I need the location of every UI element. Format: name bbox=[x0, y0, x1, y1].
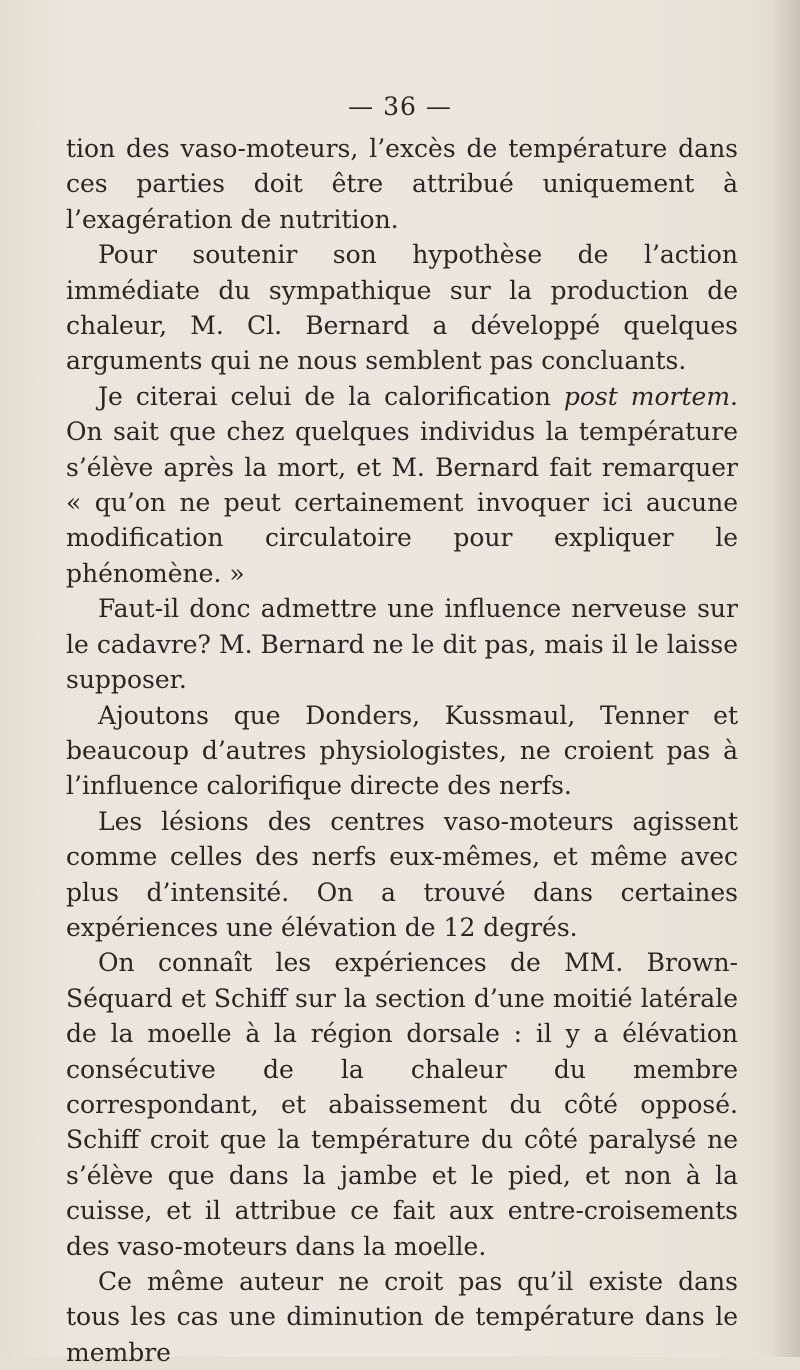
italic-phrase: post mortem bbox=[563, 381, 731, 411]
paragraph-3 bbox=[66, 379, 738, 591]
paragraph-3-text-start: Je citerai celui de la calorification bbox=[98, 381, 564, 411]
paragraph-4: Faut-il donc admettre une influence nerveuse sur le cadavre? M. Bernard ne le dit pas, mais il le laisse supposer. bbox=[66, 594, 738, 695]
paragraph-5: Ajoutons que Donders, Kussmaul, Tenner et beaucoup d’autres physiologistes, ne croient pas à l’influence calorifique directe des nerfs. bbox=[66, 700, 738, 801]
paragraph-6: Les lésions des centres vaso-moteurs agissent comme celles des nerfs eux-mêmes, et même avec plus d’intensité. On a trouvé dans certaines expériences une élévation de 12 degrés. bbox=[66, 806, 738, 942]
paragraph-2: Pour soutenir son hypothèse de l’action immédiate du sympathique sur la production de chaleur, M. Cl. Bernard a développé quelques arguments qui ne nous semblent pas concluants. bbox=[66, 240, 738, 376]
paragraph-8: Ce même auteur ne croit pas qu’il existe dans tous les cas une diminution de température dans le membre bbox=[66, 1267, 738, 1367]
paragraph-3-text-end: . On sait que chez quelques individus la température s’élève après la mort, et M. Bernard fait remarquer « qu’on ne peut certainement invoquer ici aucune modification circulatoire pour expliquer le phénomène. » bbox=[66, 381, 738, 588]
paragraph-1: tion des vaso-moteurs, l’excès de température dans ces parties doit être attribué uniquement à l’exagération de nutrition. bbox=[66, 134, 738, 234]
page-edge-shadow bbox=[772, 0, 800, 1357]
page-number: — 36 — bbox=[348, 92, 452, 121]
paragraph-7: On connaît les expériences de MM. Brown-Séquard et Schiff sur la section d’une moitié latérale de la moelle à la région dorsale : il y a élévation consécutive de la chaleur du membre correspondant, et abaissement du côté opposé. Schiff croit que la température du côté paralysé ne s’élève que dans la jambe et le pied, et non à la cuisse, et il attribue ce fait aux entre-croisements des vaso-moteurs dans la moelle. bbox=[66, 948, 738, 1261]
body-text bbox=[66, 131, 738, 1370]
